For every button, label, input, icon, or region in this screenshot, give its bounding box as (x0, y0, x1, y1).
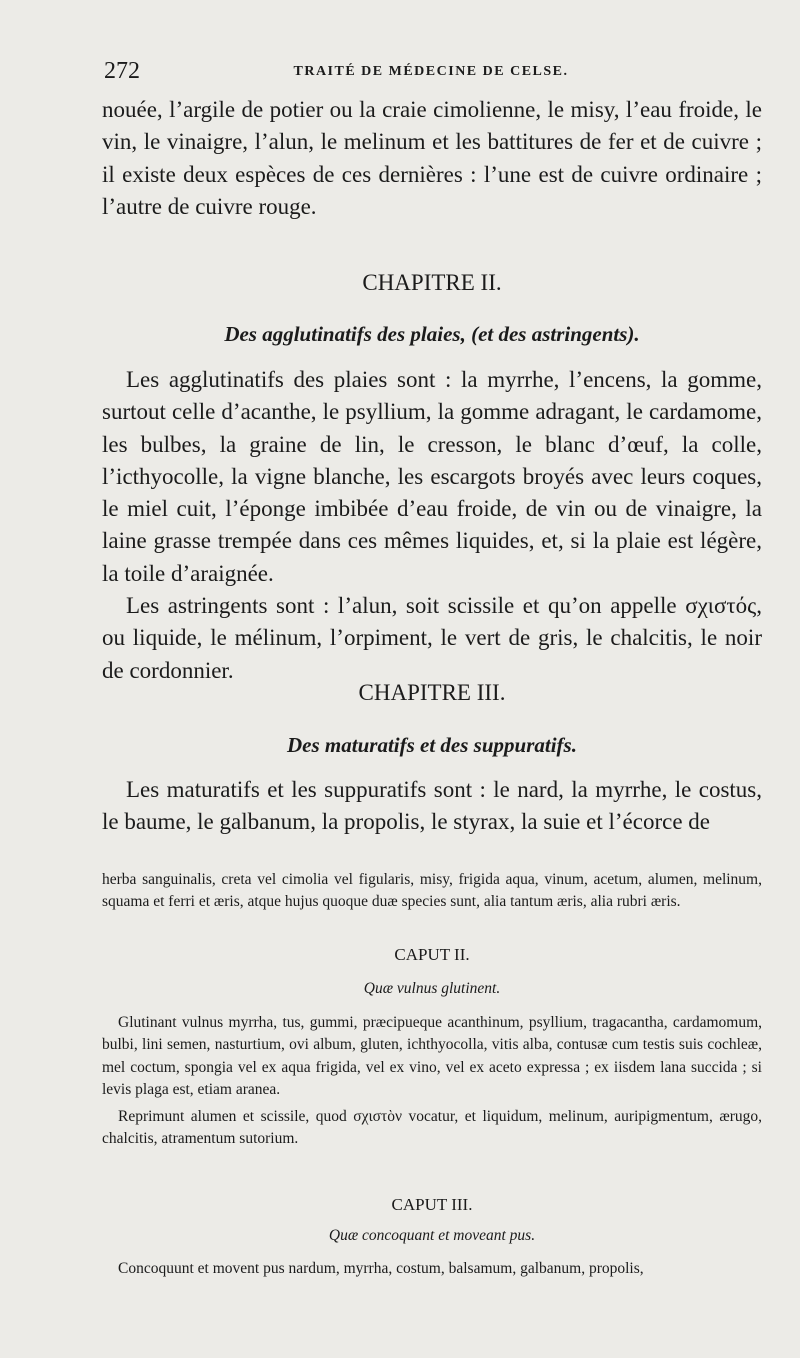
running-title: TRAITÉ DE MÉDECINE DE CELSE. (293, 64, 569, 79)
page-number: 272 (104, 58, 140, 84)
chapter-2-text (102, 364, 762, 687)
caput-3-heading: CAPUT III. (391, 1195, 473, 1214)
french-intro-paragraph: nouée, l’argile de potier ou la craie cimolienne, le misy, l’eau froide, le vin, le vinaigre, l’alun, le melinum et les battitures de fer et de cuivre ; il existe deux espèces de ces dernières : l’une est de cuivre ordinaire ; l’autre de cuivre rouge. (102, 97, 762, 219)
chapter-3-heading: CHAPITRE III. (358, 680, 506, 705)
caput-3-text (102, 1258, 762, 1280)
chapter-2-subtitle: Des agglutinatifs des plaies, (et des astringents). (224, 322, 640, 346)
caput-2-heading: CAPUT II. (394, 945, 470, 964)
caput-2-paragraph-2: Reprimunt alumen et scissile, quod σχιστὸν vocatur, et liquidum, melinum, auripigmentum, ærugo, chalcitis, atramentum sutorium. (102, 1107, 762, 1148)
french-intro-block (102, 94, 762, 223)
latin-intro-paragraph: herba sanguinalis, creta vel cimolia vel figularis, misy, frigida aqua, vinum, acetum, alumen, melinum, squama et ferri et æris, atque hujus quoque duæ species sunt, alia tantum æris, alia rubri æris. (102, 871, 762, 911)
caput-3-paragraph-1: Concoquunt et movent pus nardum, myrrha, costum, balsamum, galbanum, propolis, (118, 1260, 644, 1277)
chapter-3-paragraph-1: Les maturatifs et les suppuratifs sont : le nard, la myrrhe, le costus, le baume, le galbanum, la propolis, le styrax, la suie et l’écorce de (102, 777, 762, 835)
chapter-2-heading: CHAPITRE II. (362, 270, 502, 295)
caput-2-paragraph-1: Glutinant vulnus myrrha, tus, gummi, præcipueque acanthinum, psyllium, tragacantha, cardamomum, bulbi, lini semen, nasturtium, ovi album, gluten, ichthyocolla, vitis alba, contusæ cum testis suis cochleæ, mel coctum, spongia vel ex aqua frigida, vel ex vino, vel ex aceto expressa ; ex iisdem lana succida ; si levis plaga est, etiam aranea. (102, 1014, 762, 1099)
chapter-3-subtitle: Des maturatifs et des suppuratifs. (287, 733, 577, 757)
page-header (100, 58, 762, 88)
chapter-2-paragraph-1: Les agglutinatifs des plaies sont : la myrrhe, l’encens, la gomme, surtout celle d’acanthe, le psyllium, la gomme adragant, le cardamome, les bulbes, la graine de lin, le cresson, le blanc d’œuf, la colle, l’icthyocolle, la vigne blanche, les escargots broyés avec leurs coques, le miel cuit, l’éponge imbibée d’eau froide, de vin ou de vinaigre, la laine grasse trempée dans ces mêmes liquides, et, si la plaie est légère, la toile d’araignée. (102, 367, 762, 586)
latin-intro-block (102, 869, 762, 914)
caput-3-subtitle: Quæ concoquant et moveant pus. (328, 1227, 536, 1244)
chapter-3-text (102, 774, 762, 839)
caput-2-subtitle: Quæ vulnus glutinent. (363, 980, 501, 997)
chapter-2-paragraph-2: Les astringents sont : l’alun, soit scissile et qu’on appelle σχιστός, ou liquide, le mélinum, l’orpiment, le vert de gris, le chalcitis, le noir de cordonnier. (102, 593, 762, 683)
caput-2-text (102, 1012, 762, 1150)
